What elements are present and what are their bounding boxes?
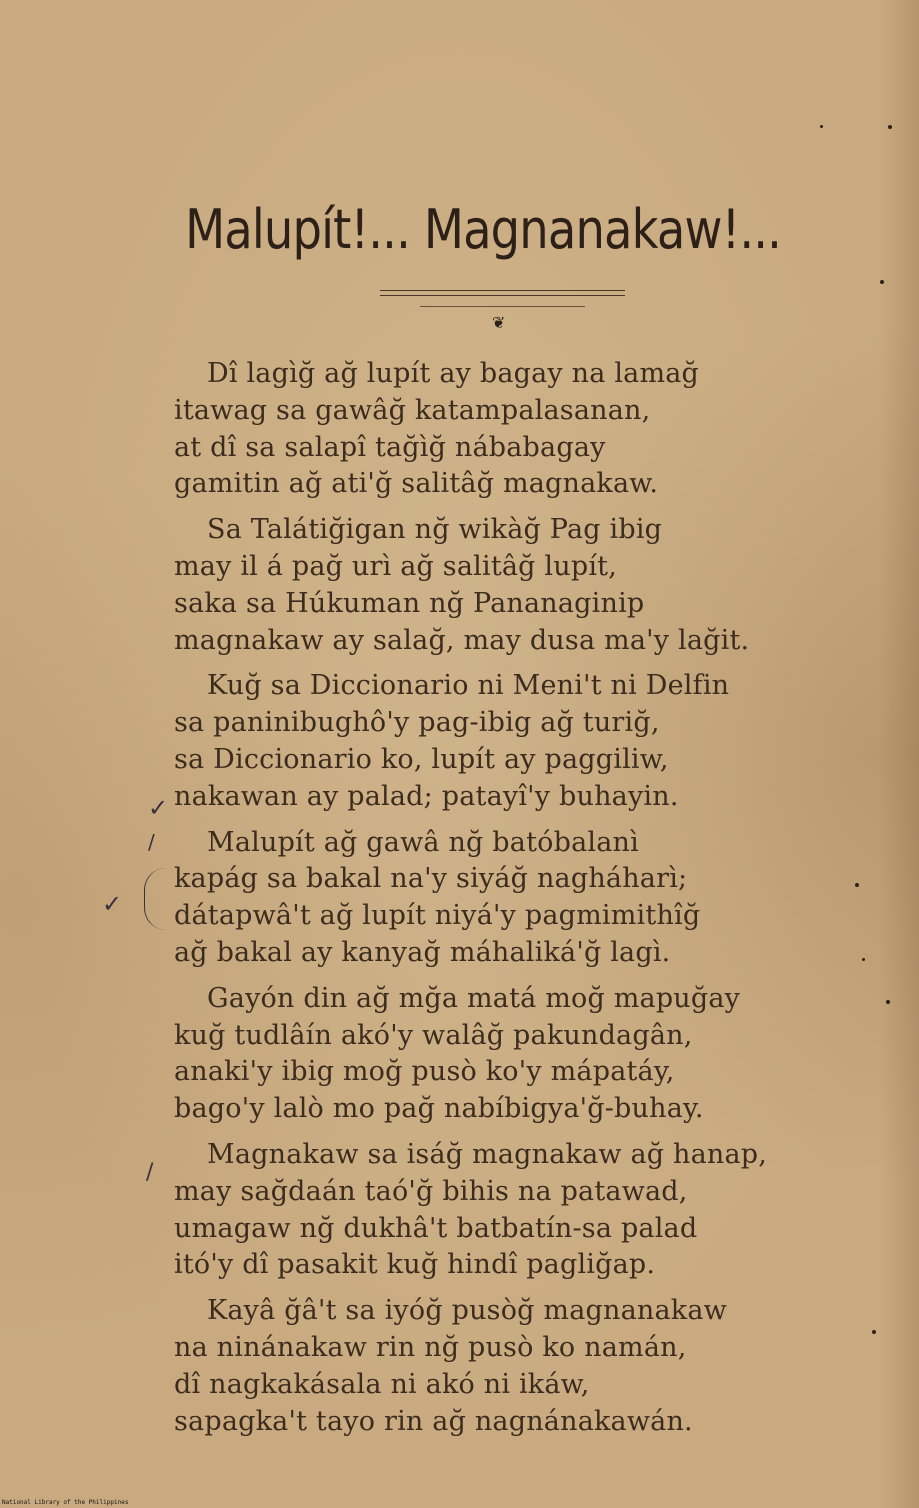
- poem-line: Malupít ağ gawâ nğ batóbalanì: [207, 826, 639, 858]
- poem-line: bago'y lalò mo pağ nabíbigya'ğ-buhay.: [174, 1093, 704, 1125]
- poem-line: anaki'y ibig moğ pusò ko'y mápatáy,: [174, 1056, 675, 1088]
- poem-line: sa paninibughô'y pag-ibig ağ turiğ,: [174, 707, 660, 739]
- poem-line: may il á pağ urì ağ salitâğ lupít,: [174, 550, 618, 582]
- poem-line: dî nagkakásala ni akó ni ikáw,: [174, 1368, 590, 1400]
- handwritten-tick-icon: /: [146, 1160, 154, 1185]
- poem-line: Kayâ ğâ't sa iyóğ pusòğ magnanakaw: [207, 1295, 727, 1327]
- poem-line: sa Diccionario ko, lupít ay paggiliw,: [174, 743, 669, 775]
- blemish: [862, 958, 865, 961]
- divider-line: [380, 290, 625, 291]
- stanza: [0, 1293, 919, 1440]
- library-credit: National Library of the Philippines: [2, 1499, 129, 1506]
- handwritten-bracket: [144, 868, 167, 930]
- poem-line: kapág sa bakal na'y siyáğ nagháharì;: [174, 863, 688, 895]
- title-divider: [380, 288, 625, 338]
- blemish: [888, 125, 892, 129]
- poem-line: kuğ tudlâín akó'y walâğ pakundagân,: [174, 1019, 693, 1051]
- poem-line: umagaw nğ dukhâ't batbatín-sa palad: [174, 1212, 698, 1244]
- poem-line: Kuğ sa Diccionario ni Meni't ni Delfin: [207, 670, 730, 702]
- handwritten-check-icon: ✓: [148, 794, 169, 822]
- stanza: [0, 668, 919, 815]
- poem-line: magnakaw ay salağ, may dusa ma'y lağit.: [174, 624, 750, 656]
- poem-line: Sa Talátiğigan nğ wikàğ Pag ibig: [207, 514, 663, 546]
- ornament-icon: ❦: [492, 313, 506, 332]
- poem-line: gamitin ağ ati'ğ salitâğ magnakaw.: [174, 468, 659, 500]
- poem-line: may sağdaán taó'ğ bihis na patawad,: [174, 1175, 688, 1207]
- poem-body: [0, 356, 919, 1449]
- stanza: [0, 356, 919, 503]
- poem-line: nakawan ay palad; patayî'y buhayin.: [174, 780, 679, 812]
- poem-line: Dî lagìğ ağ lupít ay bagay na lamağ: [207, 358, 700, 389]
- blemish: [855, 883, 859, 887]
- divider-line: [380, 295, 625, 296]
- poem-line: saka sa Húkuman nğ Pananaginip: [174, 587, 645, 619]
- poem-line: itawag sa gawâğ katampalasanan,: [174, 394, 651, 426]
- poem-line: sapagka't tayo rin ağ nagnánakawán.: [174, 1405, 693, 1437]
- poem-line: itó'y dî pasakit kuğ hindî pagliğap.: [174, 1249, 656, 1281]
- poem-line: Gayón din ağ mğa matá moğ mapuğay: [207, 982, 741, 1014]
- poem-line: Magnakaw sa isáğ magnakaw ağ hanap,: [207, 1138, 768, 1170]
- handwritten-tick-icon: /: [148, 830, 155, 854]
- blemish: [872, 1330, 876, 1334]
- handwritten-check-icon: ✓: [102, 890, 123, 918]
- blemish: [880, 280, 884, 284]
- stanza: [0, 981, 919, 1128]
- poem-line: dátapwâ't ağ lupít niyá'y pagmimithîğ: [174, 900, 701, 932]
- poem-line: ağ bakal ay kanyağ máhaliká'ğ lagì.: [174, 936, 671, 968]
- stanza: [0, 825, 919, 972]
- blemish: [886, 1000, 890, 1004]
- blemish: [820, 125, 823, 128]
- poem-title: Malupít!... Magnanakaw!...: [185, 198, 782, 261]
- divider-line: [420, 306, 585, 307]
- poem-line: at dî sa salapî tağìğ nábabagay: [174, 431, 606, 463]
- stanza: [0, 512, 919, 659]
- poem-line: na ninánakaw rin nğ pusò ko namán,: [174, 1331, 687, 1363]
- stanza: [0, 1137, 919, 1284]
